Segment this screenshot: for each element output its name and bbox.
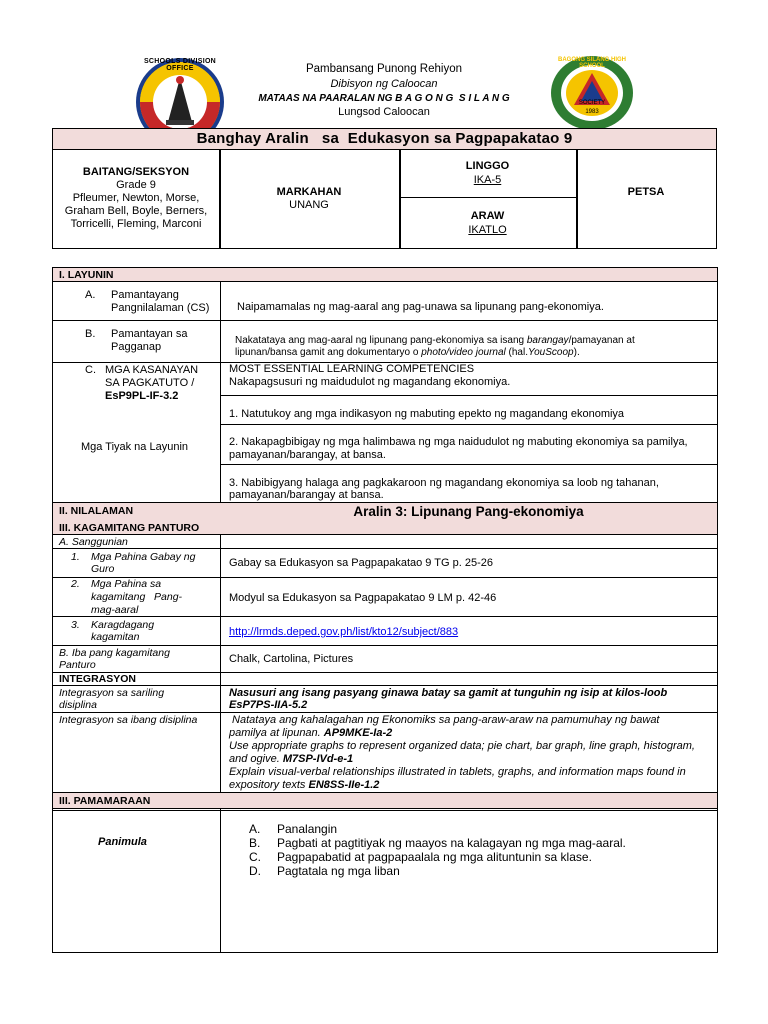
item-3-label-1: Karagdagang [91, 619, 155, 631]
seal-center-text: SOCIETY [578, 100, 606, 106]
sariling-disiplina-value-2: EsP7PS-IIA-5.2 [229, 699, 308, 711]
layunin-b-label-1: Pamantayan sa [111, 328, 188, 340]
layunin-a-value: Naipamamalas ng mag-aaral ang pag-unawa sa lipunang pang-ekonomiya. [237, 301, 604, 313]
iba-pang-kagamitan-value: Chalk, Cartolina, Pictures [229, 653, 354, 665]
header-line-3: MATAAS NA PAARALAN NG B A G O N G S I L A N G [258, 93, 510, 104]
tiyak-na-layunin-label: Mga Tiyak na Layunin [81, 441, 189, 453]
integrasyon-header: INTEGRASYON [59, 673, 137, 685]
layunin-b-value-1: Nakatataya ang mag-aaral ng lipunang pang-ekonomiya sa isang barangay/pamayanan at [235, 335, 635, 346]
markahan-value: UNANG [289, 199, 329, 211]
panimula-label: Panimula [98, 836, 147, 848]
item-2-value: Modyul sa Edukasyon sa Pagpapakatao 9 LM p. 42-46 [229, 592, 497, 604]
sariling-disiplina-label-1: Integrasyon sa sariling [59, 687, 165, 699]
objective-1: 1. Natutukoy ang mga indikasyon ng mabuting epekto ng magandang ekonomiya [229, 408, 625, 420]
layunin-b-label-2: Pagganap [111, 341, 162, 353]
header-line-4: Lungsod Caloocan [338, 106, 430, 118]
ibang-disiplina-value-1: Natataya ang kahalagahan ng Ekonomiks sa pang-araw-araw na pamumuhay ng bawat [229, 714, 660, 726]
layunin-c-code: EsP9PL-IF-3.2 [105, 390, 179, 402]
objective-3-line-1: 3. Nabibigyang halaga ang pagkakaroon ng magandang ekonomiya sa loob ng tahanan, [229, 477, 659, 489]
layunin-c-value-1: MOST ESSENTIAL LEARNING COMPETENCIES [229, 363, 475, 375]
item-2-label-1: Mga Pahina sa [91, 578, 162, 590]
ibang-disiplina-value-4: and ogive. M7SP-IVd-e-1 [229, 753, 354, 765]
ibang-disiplina-value-2: pamilya at lipunan. AP9MKE-Ia-2 [229, 727, 393, 739]
sariling-disiplina-value-1: Nasusuri ang isang pasyang ginawa batay sa gamit at tunguhin ng isip at kilos-loob [229, 687, 668, 699]
layunin-header: I. LAYUNIN [59, 269, 114, 281]
nilalaman-header: II. NILALAMAN [59, 505, 134, 517]
nilalaman-value: Aralin 3: Lipunang Pang-ekonomiya [353, 504, 584, 519]
item-2-num: 2. [71, 578, 80, 590]
seal-year: 1983 [585, 109, 599, 115]
linggo-label: LINGGO [465, 160, 510, 172]
layunin-b-letter: B. [85, 328, 96, 340]
grade-value: Grade 9 [116, 179, 156, 191]
layunin-c-label-1: MGA KASANAYAN [105, 364, 199, 376]
item-1-label-1: Mga Pahina Gabay ng [91, 551, 196, 563]
logo-top-text: SCHOOLS DIVISION OFFICE [143, 58, 217, 72]
kagamitan-header: III. KAGAMITANG PANTURO [59, 522, 200, 534]
sections-line-1: Pfleumer, Newton, Morse, [72, 192, 200, 204]
pamamaraan-header: III. PAMAMARAAN [59, 795, 151, 807]
araw-value: IKATLO [468, 224, 507, 236]
header-line-2: Dibisyon ng Caloocan [330, 78, 438, 90]
item-1-num: 1. [71, 551, 80, 563]
layunin-c-value-2: Nakapagsusuri ng maidudulot ng magandang ekonomiya. [229, 376, 511, 388]
item-2-label-3: mag-aaral [91, 604, 139, 616]
seal-top-text: BAGONG SILANG HIGH SCHOOL [557, 57, 626, 69]
objective-3-line-2: pamayanan/barangay at bansa. [229, 489, 384, 501]
lesson-table: I. LAYUNIN A. Pamantayang Pangnilalaman (CS) Naipamamalas ng mag-aaral ang pag-unawa sa lipunang pang-ekonomiya. B. Pamantayan sa Pagganap Nakatataya ang mag-aaral ng lipunang pang-ekonomiya sa isang barangay/pamayanan at lipunan/bansa gamit ang dokumentaryo o photo/video journal (hal.YouScoop). C. MGA KASANAYAN SA PAGKATUTO / EsP9PL-IF-3.2 MOST ESSENTIAL LEARNING COMPETENCIES Nakapagsusuri ng maidudulot ng magandang ekonomiya. Mga Tiyak na Layunin 1. Natutukoy ang mga indikasyon ng mabuting epekto ng magandang ekonomiya 2. Nakapagbibigay ng mga halimbawa ng mga naidudulot ng mabuting ekonomiya sa pamilya, pamayanan/barangay, at bansa. 3. Nabibigyang halaga ang pagkakaroon ng magandang ekonomiya sa loob ng tahanan, pamayanan/barangay at bansa. II. NILALAMAN Aralin 3: Lipunang Pang-ekonomiya III. KAGAMITANG PANTURO A. Sanggunian 1. Mga Pahina Gabay ng Guro Gabay sa Edukasyon sa Pagpapakatao 9 TG p. 25-26 2. Mga Pahina sa kagamitang Pang- mag-aaral Modyul sa Edukasyon sa Pagpapakatao 9 LM p. 42-46 3. Karagdagang kagamitan http://lrmds.deped.gov.ph/list/kto12/subject/883 B. Iba pang kagamitang Panturo Chalk, Cartolina, Pictures INTEGRASYON Integrasyon sa sariling disiplina Nasusuri ang isang pasyang ginawa batay sa gamit at tunguhin ng isip at kilos-loob EsP7PS-IIA-5.2 Integrasyon sa ibang disiplina Natataya ang kahalagahan ng Ekonomiks sa pang-araw-araw na pamumuhay ng bawat pamilya at lipunan. AP9MKE-Ia-2 Use appropriate graphs to represent organized data; pie chart, bar graph, line graph, histogram, and ogive. M7SP-IVd-e-1 Explain visual-verbal relationships illustrated in tablets, graphs, and information maps found in expository texts EN8SS-IIe-1.2 III. PAMAMARAAN Panimula A. Panalangin B. Pagbati at pagtitiyak ng maayos na kalagayan ng mga mag-aaral. C. Pagpapabatid at pagpapaalala ng mga alituntunin sa klase. D. Pagtatala ng mga liban [52, 267, 718, 953]
ibang-disiplina-label: Integrasyon sa ibang disiplina [59, 714, 198, 726]
layunin-a-label-2: Pangnilalaman (CS) [111, 302, 210, 314]
item-3-num: 3. [71, 619, 80, 631]
ibang-disiplina-value-6: expository texts EN8SS-IIe-1.2 [229, 779, 380, 791]
sariling-disiplina-label-2: disiplina [59, 699, 97, 711]
school-seal-logo [550, 55, 634, 131]
item-3-label-2: kagamitan [91, 631, 140, 643]
header-line-1: Pambansang Punong Rehiyon [305, 63, 462, 75]
iba-pang-kagamitan-label-2: Panturo [59, 659, 96, 671]
sections-line-3: Torricelli, Fleming, Marconi [70, 218, 202, 230]
layunin-a-label-1: Pamantayang [111, 289, 179, 301]
layunin-a-letter: A. [85, 289, 96, 301]
sanggunian-label: A. Sanggunian [59, 536, 128, 548]
item-2-label-2: kagamitang Pang- [91, 591, 183, 603]
karagdagang-kagamitan-link[interactable]: http://lrmds.deped.gov.ph/list/kto12/subject/883 [229, 626, 459, 638]
iba-pang-kagamitan-label-1: B. Iba pang kagamitang [59, 647, 170, 659]
layunin-c-label-2: SA PAGKATUTO / [105, 377, 195, 389]
lesson-plan-title: Banghay Aralin sa Edukasyon sa Pagpapakatao 9 [53, 129, 716, 150]
linggo-value: IKA-5 [473, 174, 502, 186]
ibang-disiplina-value-3: Use appropriate graphs to represent organized data; pie chart, bar graph, line graph, histogram, [229, 740, 695, 752]
objective-2-line-1: 2. Nakapagbibigay ng mga halimbawa ng mga naidudulot ng mabuting ekonomiya sa pamilya, [229, 436, 688, 448]
araw-label: ARAW [470, 210, 505, 222]
petsa-label: PETSA [627, 186, 665, 198]
layunin-b-value-2: lipunan/bansa gamit ang dokumentaryo o photo/video journal (hal.YouScoop). [235, 347, 580, 358]
layunin-c-letter: C. [85, 364, 96, 376]
info-table [52, 128, 717, 249]
baitang-label: BAITANG/SEKSYON [82, 166, 190, 178]
sections-line-2: Graham Bell, Boyle, Berners, [64, 205, 208, 217]
objective-2-line-2: pamayanan/barangay, at bansa. [229, 449, 386, 461]
item-1-value: Gabay sa Edukasyon sa Pagpapakatao 9 TG p. 25-26 [229, 557, 493, 569]
markahan-label: MARKAHAN [276, 186, 342, 198]
item-1-label-2: Guro [91, 563, 115, 575]
ibang-disiplina-value-5: Explain visual-verbal relationships illustrated in tablets, graphs, and information maps found in [229, 766, 686, 778]
